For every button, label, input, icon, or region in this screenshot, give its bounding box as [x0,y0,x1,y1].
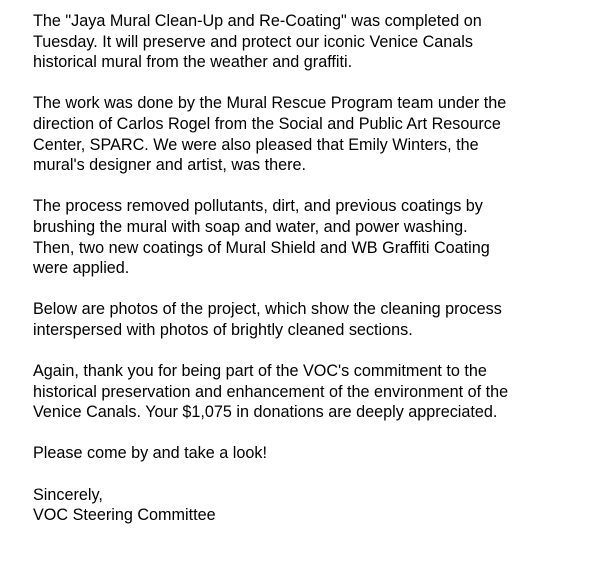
text-line: The process removed pollutants, dirt, and previous coatings by [33,197,483,216]
text-line: Then, two new coatings of Mural Shield and WB Graffiti Coating [33,238,490,257]
text-line: direction of Carlos Rogel from the Social and Public Art Resource [33,114,501,133]
text-line: Below are photos of the project, which show the cleaning process [33,300,502,319]
text-line: mural's designer and artist, was there. [33,156,307,175]
text-line: Venice Canals. Your $1,075 in donations are deeply appreciated. [33,403,498,422]
text-line: Please come by and take a look! [33,444,267,463]
paragraph-work-team [33,93,606,175]
text-line: historical mural from the weather and graffiti. [33,53,353,72]
closing-text: Sincerely, [33,485,103,504]
signatory-name: VOC Steering Committee [33,506,216,525]
text-line: Again, thank you for being part of the VOC's commitment to the [33,362,487,381]
paragraph-invitation [33,443,606,464]
text-line: Tuesday. It will preserve and protect our iconic Venice Canals [33,32,473,51]
text-line: Center, SPARC. We were also pleased that Emily Winters, the [33,135,479,154]
paragraph-process [33,196,606,278]
text-line: historical preservation and enhancement of the environment of the [33,382,509,401]
text-line: brushing the mural with soap and water, and power washing. [33,217,468,236]
text-line: The "Jaya Mural Clean-Up and Re-Coating" was completed on [33,12,482,30]
paragraph-thanks [33,361,606,423]
signature-block [33,485,606,526]
text-line: were applied. [33,259,130,278]
text-line: interspersed with photos of brightly cleaned sections. [33,320,413,339]
paragraph-completion-announcement [33,11,606,73]
paragraph-photos [33,299,606,340]
text-line: The work was done by the Mural Rescue Program team under the [33,94,507,113]
